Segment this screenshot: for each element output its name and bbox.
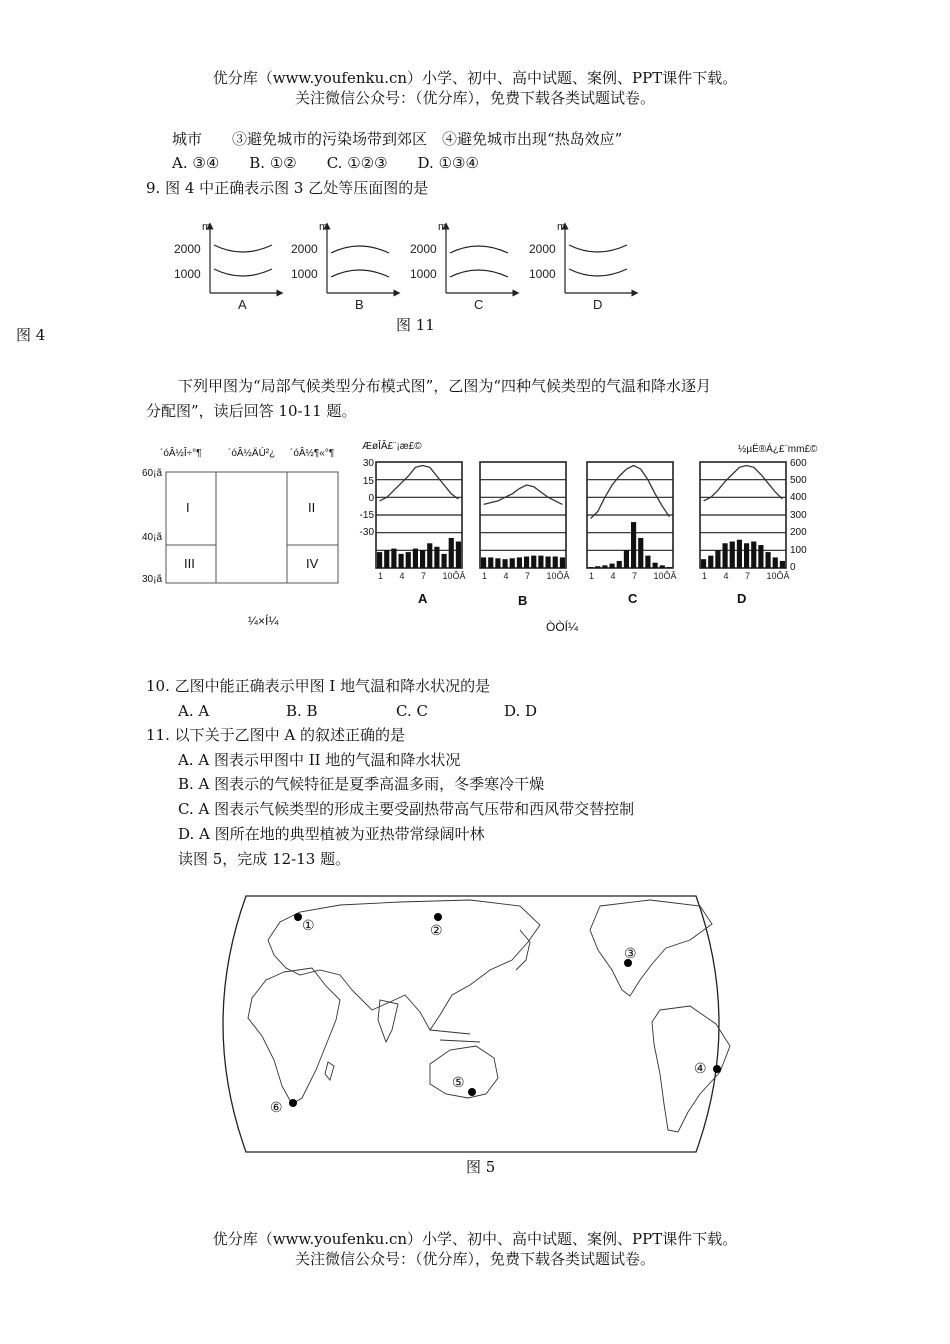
yi-caption: ÒÒÍ¼	[546, 620, 579, 634]
jia-header-interior: ´óÂ½ÄÚ²¿	[228, 448, 276, 459]
intro-10-11-line2: 分配图”，读后回答 10-11 题。	[146, 402, 357, 420]
yi-label-A: A	[418, 591, 428, 606]
q10-option-b: B. B	[286, 702, 318, 720]
month-tick: 7	[745, 571, 751, 581]
isobar-axis-unit: m	[557, 221, 567, 233]
isobar-tick-1000: 1000	[174, 267, 201, 281]
jia-region-III: III	[184, 556, 195, 571]
jia-region-II: II	[308, 500, 316, 515]
yi-temp-tick: 0	[368, 493, 374, 504]
yi-precip-tick: 400	[790, 492, 807, 503]
map-point-4	[713, 1065, 721, 1073]
month-tick: 10ÔÂ	[766, 571, 790, 581]
q11-option-d: D. A 图所在地的典型植被为亚热带常绿阔叶林	[178, 825, 485, 843]
map-point-6	[289, 1099, 297, 1107]
isobar-graph-label: B	[355, 297, 364, 312]
jia-lat-60: 60¡ã	[142, 468, 163, 479]
map-marker-1: ①	[302, 918, 315, 934]
africa-outline	[248, 968, 340, 1104]
map-marker-3: ③	[624, 946, 637, 962]
month-tick: 4	[399, 571, 405, 581]
month-tick: 7	[525, 571, 531, 581]
isobar-axis-unit: m	[438, 221, 448, 233]
map-marker-6: ⑥	[270, 1100, 283, 1116]
q8-options: A. ③④ B. ①② C. ①②③ D. ①③④	[172, 154, 479, 172]
map-marker-2: ②	[430, 923, 443, 939]
footer-line-1: 优分库（www.youfenku.cn）小学、初中、高中试题、案例、PPT课件下载。	[212, 1230, 738, 1248]
yi-precip-tick: 100	[790, 545, 807, 556]
japan-outline	[516, 930, 530, 970]
q9-side-label: 图 4	[16, 326, 46, 344]
q10-option-d: D. D	[504, 702, 538, 720]
isobar-axis-unit: m	[202, 221, 212, 233]
month-tick: 4	[723, 571, 729, 581]
q8-continuation: 城市 ③避免城市的污染场带到郊区 ④避免城市出现“热岛效应”	[172, 130, 623, 148]
yi-temp-tick: -30	[359, 527, 374, 538]
yi-label-B: B	[518, 593, 528, 608]
yi-temp-title: ÆøÎÂ£¨¡æ£©	[362, 441, 422, 452]
month-tick: 1	[589, 571, 595, 581]
north-america-outline	[590, 900, 712, 996]
yi-precip-tick: 0	[790, 562, 796, 573]
header-line-2: 关注微信公众号：（优分库），免费下载各类试题试卷。	[294, 89, 655, 107]
isobar-graph-label: A	[238, 297, 247, 312]
indonesia-outline	[430, 1030, 480, 1042]
map-marker-5: ⑤	[452, 1075, 465, 1091]
map-marker-4: ④	[694, 1061, 707, 1077]
q11-option-b: B. A 图表示的气候特征是夏季高温多雨，冬季寒冷干燥	[178, 775, 545, 793]
yi-label-C: C	[628, 591, 638, 606]
month-tick: 4	[503, 571, 509, 581]
month-tick: 10ÔÂ	[546, 571, 570, 581]
isobar-tick-1000: 1000	[529, 267, 556, 281]
yi-temp-tick: 15	[362, 476, 374, 487]
footer-line-2: 关注微信公众号：（优分库），免费下载各类试题试卷。	[294, 1250, 655, 1268]
q11-stem: 11. 以下关于乙图中 A 的叙述正确的是	[146, 726, 405, 744]
month-tick: 4	[610, 571, 616, 581]
yi-temp-tick: -15	[359, 510, 374, 521]
header-line-1: 优分库（www.youfenku.cn）小学、初中、高中试题、案例、PPT课件下载。	[212, 69, 738, 87]
jia-lat-40: 40¡ã	[142, 532, 163, 543]
isobar-tick-2000: 2000	[291, 242, 318, 256]
q9-figure-caption: 图 11	[396, 316, 435, 334]
map-caption: 图 5	[466, 1158, 496, 1176]
madagascar-outline	[325, 1062, 334, 1080]
month-tick: 1	[378, 571, 384, 581]
isobar-tick-2000: 2000	[529, 242, 556, 256]
q10-option-a: A. A	[178, 702, 210, 720]
isobar-axis-unit: m	[319, 221, 329, 233]
q9-stem: 9. 图 4 中正确表示图 3 乙处等压面图的是	[146, 179, 429, 197]
map-point-5	[468, 1088, 476, 1096]
isobar-graph-label: D	[593, 297, 603, 312]
isobar-tick-2000: 2000	[174, 242, 201, 256]
jia-lat-30: 30¡ã	[142, 574, 163, 585]
map-point-1	[294, 913, 302, 921]
q11-option-a: A. A 图表示甲图中 II 地的气温和降水状况	[178, 751, 461, 769]
isobar-tick-2000: 2000	[410, 242, 437, 256]
intro-10-11-line1: 下列甲图为“局部气候类型分布模式图”，乙图为“四种气候类型的气温和降水逐月	[178, 377, 712, 395]
month-tick: 10ÔÂ	[653, 571, 677, 581]
month-tick: 7	[421, 571, 427, 581]
month-tick: 7	[632, 571, 638, 581]
yi-precip-tick: 300	[790, 510, 807, 521]
yi-precip-tick: 600	[790, 458, 807, 469]
isobar-graph-label: C	[474, 297, 484, 312]
q10-option-c: C. C	[396, 702, 428, 720]
jia-caption: ¼×Í¼	[248, 614, 279, 628]
jia-header-west: ´óÂ½Î÷°¶	[160, 448, 202, 459]
yi-precip-tick: 200	[790, 527, 807, 538]
month-tick: 1	[702, 571, 708, 581]
yi-precip-tick: 500	[790, 475, 807, 486]
isobar-tick-1000: 1000	[410, 267, 437, 281]
month-tick: 1	[482, 571, 488, 581]
q10-stem: 10. 乙图中能正确表示甲图 I 地气温和降水状况的是	[146, 677, 491, 695]
month-tick: 10ÔÂ	[442, 571, 466, 581]
yi-temp-tick: 30	[362, 458, 374, 469]
jia-region-IV: IV	[306, 556, 319, 571]
yi-precip-title: ½µË®Á¿£¨mm£©	[738, 444, 818, 455]
q11-option-c: C. A 图表示气候类型的形成主要受副热带高气压带和西风带交替控制	[178, 800, 635, 818]
jia-header-east: ´óÂ½¶«°¶	[290, 448, 335, 459]
isobar-tick-1000: 1000	[291, 267, 318, 281]
yi-label-D: D	[737, 591, 747, 606]
jia-region-I: I	[186, 500, 190, 515]
intro-12-13: 读图 5，完成 12-13 题。	[178, 850, 351, 868]
